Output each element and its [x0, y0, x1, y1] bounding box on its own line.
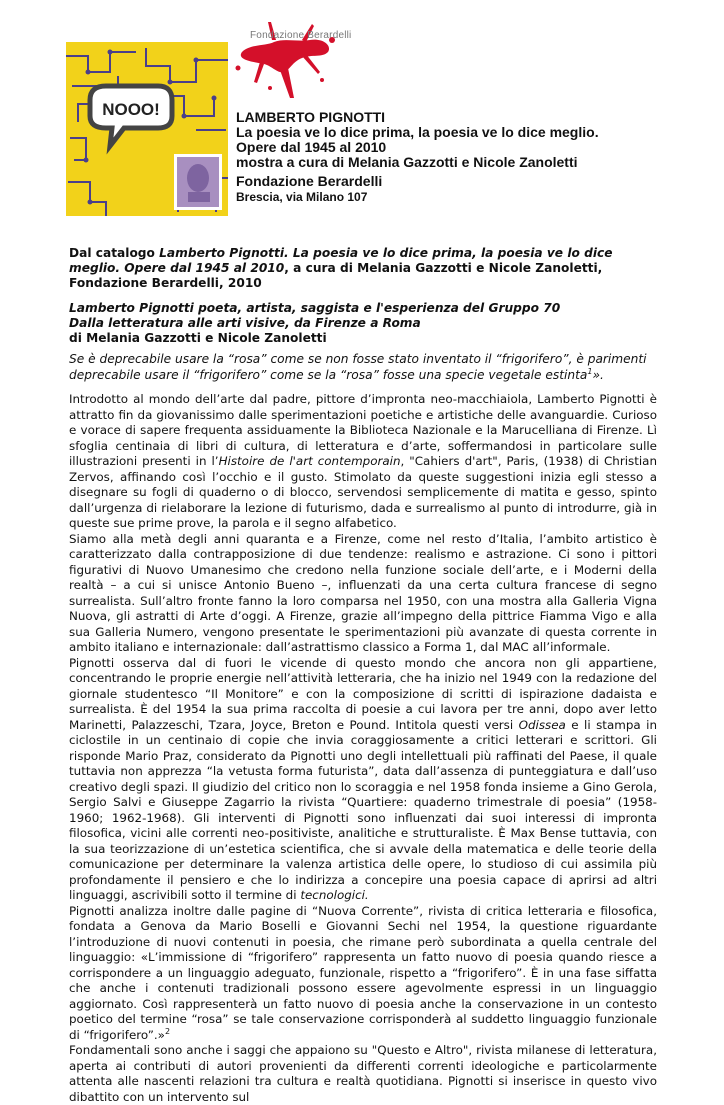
logo-text: Fondazione Berardelli [250, 30, 352, 41]
text-run: Pignotti analizza inoltre dalle pagine di “Nuova Corrente”, rivista di critica letteraria e filosofica, fondata a Genova da Mario Boselli e Giovanni Sechi nel 1954, la questione riguardante l’introduzione di nuovi contenuti in poesia, che rimane però subordinata a quella centrale del linguaggio: «L’immissione di “frigorifero” rappresenta un fatto nuovo di poesia quando riesce a corrispondere a un linguaggio adeguato, funzionale, rispetto a “frigorifero”. È in una fase siffatta che anche i contenuti tradizionali possono essere agevolmente espressi in un linguaggio aggiornato. Così rappresenterà un fatto nuovo di poesia anche la conservazione in un contesto poetico del termine “rosa” se tale conservazione corrisponderà al suddetto linguaggio funzionale di “frigorifero”.» [69, 903, 657, 1042]
catalog-prefix: Dal catalogo [69, 246, 160, 260]
catalog-reference [69, 246, 657, 291]
footnote-marker: 1 [587, 366, 593, 376]
essay-subtitle: Dalla letteratura alle arti visive, da Firenze a Roma [69, 316, 421, 330]
essay-body [69, 392, 657, 1105]
catalog-title: Lamberto Pignotti. La poesia ve lo dice prima, la poesia ve lo dice meglio. Opere dal 1945 al 2010 [69, 246, 613, 275]
text-run-italic: Histoire de l'art contemporain [218, 454, 401, 468]
exhibition-curators: mostra a cura di Melania Gazzotti e Nicole Zanoletti [236, 154, 578, 170]
exhibition-dates: Opere dal 1945 al 2010 [236, 139, 387, 155]
venue-name: Fondazione Berardelli [236, 173, 383, 189]
cover-artwork [66, 42, 228, 216]
speech-bubble-text: NOOO! [102, 100, 160, 119]
exhibition-subtitle: La poesia ve lo dice prima, la poesia ve lo dice meglio. [236, 124, 599, 140]
epigraph-quote [69, 351, 659, 383]
paragraph-4 [69, 904, 657, 1044]
text-run: e li stampa in ciclostile in un centinaio di copie che invia coraggiosamente a critici letterari e scrittori. Gli risponde Mario Praz, considerato da Pignotti uno degli intellettuali più raffinati del Paese, il quale tuttavia non apprezza “la vetusta forma futurista”, data dall’assenza di punteggiatura e dall’uso creativo degli spazi. Il giudizio del critico non lo scoraggia e nel 1958 fonda insieme a Gino Gerola, Sergio Salvi e Giuseppe Zagarrio la rivista “Quartiere: quaderno trimestrale di poesia” (1958-1960; 1962-1968). Gli interventi di Pignotti sono influenzati dai suoi interessi di impronta filosofica, vicini alle correnti neo-positiviste, analitiche e strutturaliste. È Max Bense tuttavia, con la sua teorizzazione di un’estetica scientifica, che si avvale della matematica e delle teorie della comunicazione per determinare la valenza artistica delle opere, lo studioso di cui assimila più profondamente il pensiero e che lo indirizza a concepire una poesia capace di aprirsi ad altri linguaggi, ascrivibili sotto il termine di [69, 717, 657, 902]
footnote-marker: 2 [164, 1026, 171, 1036]
fondazione-berardelli-logo [232, 18, 352, 102]
postage-stamp-icon [174, 154, 222, 210]
text-run: , "Cahiers d'art", Paris, (1938) di Christian Zervos, affinando così l’occhio e il gusto. Stimolato da queste suggestioni inizia egli stesso a disegnare su fogli di quaderno o di blocco, servendosi semplicemente di matita e gesso, spinto dall’urgenza di rielaborare la lezione di futurismo, dada e surrealismo al punto di introdurre, già in queste sue prime prove, la parola e il segno alfabetico. [69, 454, 657, 530]
venue-address: Brescia, via Milano 107 [236, 190, 368, 204]
essay-title: Lamberto Pignotti poeta, artista, saggista e l'esperienza del Gruppo 70 [69, 301, 561, 315]
essay-byline: di Melania Gazzotti e Nicole Zanoletti [69, 331, 327, 345]
essay-heading [69, 301, 657, 346]
author-name: LAMBERTO PIGNOTTI [236, 109, 386, 125]
catalog-suffix: , a cura di Melania Gazzotti e Nicole Zanoletti, Fondazione Berardelli, 2010 [69, 261, 603, 290]
epigraph-end: ». [592, 368, 604, 382]
text-run: Pignotti osserva dal di fuori le vicende di questo mondo che ancora non gli appartiene, concentrando le proprie energie nell’attività letteraria, che ha inizio nel 1949 con la redazione del giornale studentesco “Il Monitore” e con la composizione di scritti di ispirazione dadaista e surrealista. È del 1954 la sua prima raccolta di poesie a cui lavora per tre anni, dopo aver letto Marinetti, Palazzeschi, Tzara, Joyce, Breton e Pound. Intitola questi versi [69, 655, 657, 732]
text-run-italic: tecnologici. [300, 888, 369, 902]
paragraph-5: Fondamentali sono anche i saggi che appaiono su "Questo e Altro", rivista milanese di letteratura, aperta ai contributi di autori provenienti da differenti correnti ideologiche e particolarmente attenta alle nascenti relazioni tra cultura e realtà quotidiana. Pignotti si inserisce in questo vivo dibattito con un intervento sul [69, 1043, 657, 1104]
epigraph-text: Se è deprecabile usare la “rosa” come se non fosse stato inventato il “frigorifero”, è parimenti deprecabile usare il “frigorifero” come se la “rosa” fosse una specie vegetale estinta [69, 352, 647, 382]
paragraph-1 [69, 392, 657, 532]
paragraph-2: Siamo alla metà degli anni quaranta e a Firenze, come nel resto d’Italia, l’ambito artistico è caratterizzato dalla contrapposizione di due tendenze: realismo e astrazione. Ci sono i pittori figurativi di Nuovo Umanesimo che credono nella funzione sociale dell’arte, e i Moderni della realtà – a cui si unisce Antonio Bueno –, influenzati da una certa cultura francese di segno surrealista. Sull’altro fronte fanno la loro comparsa nel 1950, con una mostra alla Galleria Vigna Nuova, gli astratti di Arte d’oggi. A Firenze, grazie all’impegno della pittrice Fiamma Vigo e alla sua Galleria Numero, vengono presentate le sperimentazioni più avanzate di questa corrente in ambito italiano e internazionale: dall’astrattismo classico a Forma 1, dal MAC all’informale. [69, 531, 657, 654]
paragraph-3 [69, 656, 657, 904]
text-run: Introdotto al mondo dell’arte dal padre, pittore d’impronta neo-macchiaiola, Lamberto Pignotti è attratto fin da giovanissimo dalle sperimentazioni poetiche e artistiche delle avanguardie. Curioso e vorace di sapere frequenta assiduamente la Biblioteca Nazionale e la Marucelliana di Firenze. Lì sfoglia centinaia di libri di cultura, di letteratura e d’arte, soffermandosi in particolare sulle illustrazioni presenti in l’ [69, 392, 657, 468]
catalog-cover-image [66, 42, 228, 216]
exhibition-title-block [236, 110, 696, 205]
text-run-italic: Odissea [518, 717, 566, 732]
